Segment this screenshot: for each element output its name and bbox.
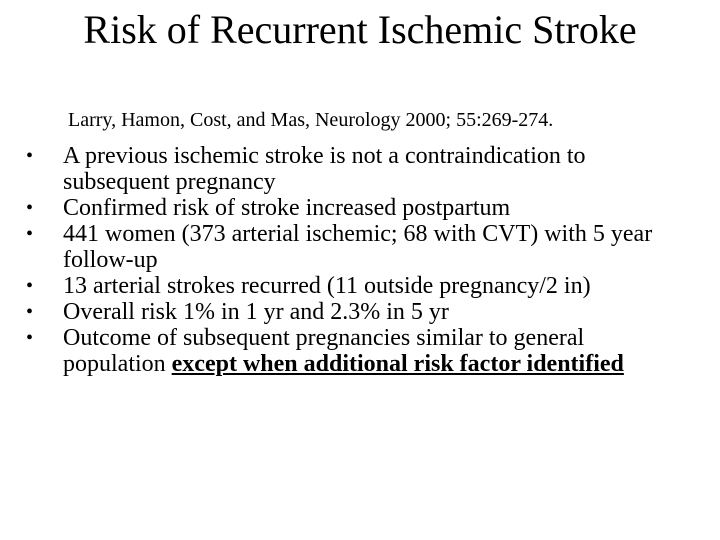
bullet-text: Confirmed risk of stroke increased postpartum — [63, 195, 511, 221]
bullet-text: Overall risk 1% in 1 yr and 2.3% in 5 yr — [63, 299, 449, 325]
slide-title: Risk of Recurrent Ischemic Stroke — [83, 7, 637, 52]
bullet-icon: • — [26, 275, 34, 297]
bullet-icon: • — [26, 223, 34, 245]
bullet-icon: • — [26, 301, 34, 323]
bullet-text: 441 women (373 arterial ischemic; 68 with CVT) with 5 year follow-up — [63, 221, 653, 273]
bullet-item — [26, 143, 666, 195]
bullet-icon: • — [26, 327, 34, 349]
bullet-text: A previous ischemic stroke is not a contraindication to subsequent pregnancy — [63, 143, 586, 195]
bullet-text: 13 arterial strokes recurred (11 outside pregnancy/2 in) — [63, 273, 591, 299]
bullet-item — [26, 195, 666, 221]
bullet-item — [26, 221, 666, 273]
bullet-emphasis-text: except when additional risk factor identified — [171, 351, 624, 377]
bullet-item — [26, 325, 666, 377]
bullet-item — [26, 273, 666, 299]
bullet-icon: • — [26, 145, 34, 167]
bullet-list — [26, 143, 666, 377]
bullet-item — [26, 299, 666, 325]
citation: Larry, Hamon, Cost, and Mas, Neurology 2000; 55:269-274. — [68, 109, 554, 131]
bullet-text: Outcome of subsequent pregnancies similar to general population — [63, 325, 591, 377]
bullet-icon: • — [26, 197, 34, 219]
